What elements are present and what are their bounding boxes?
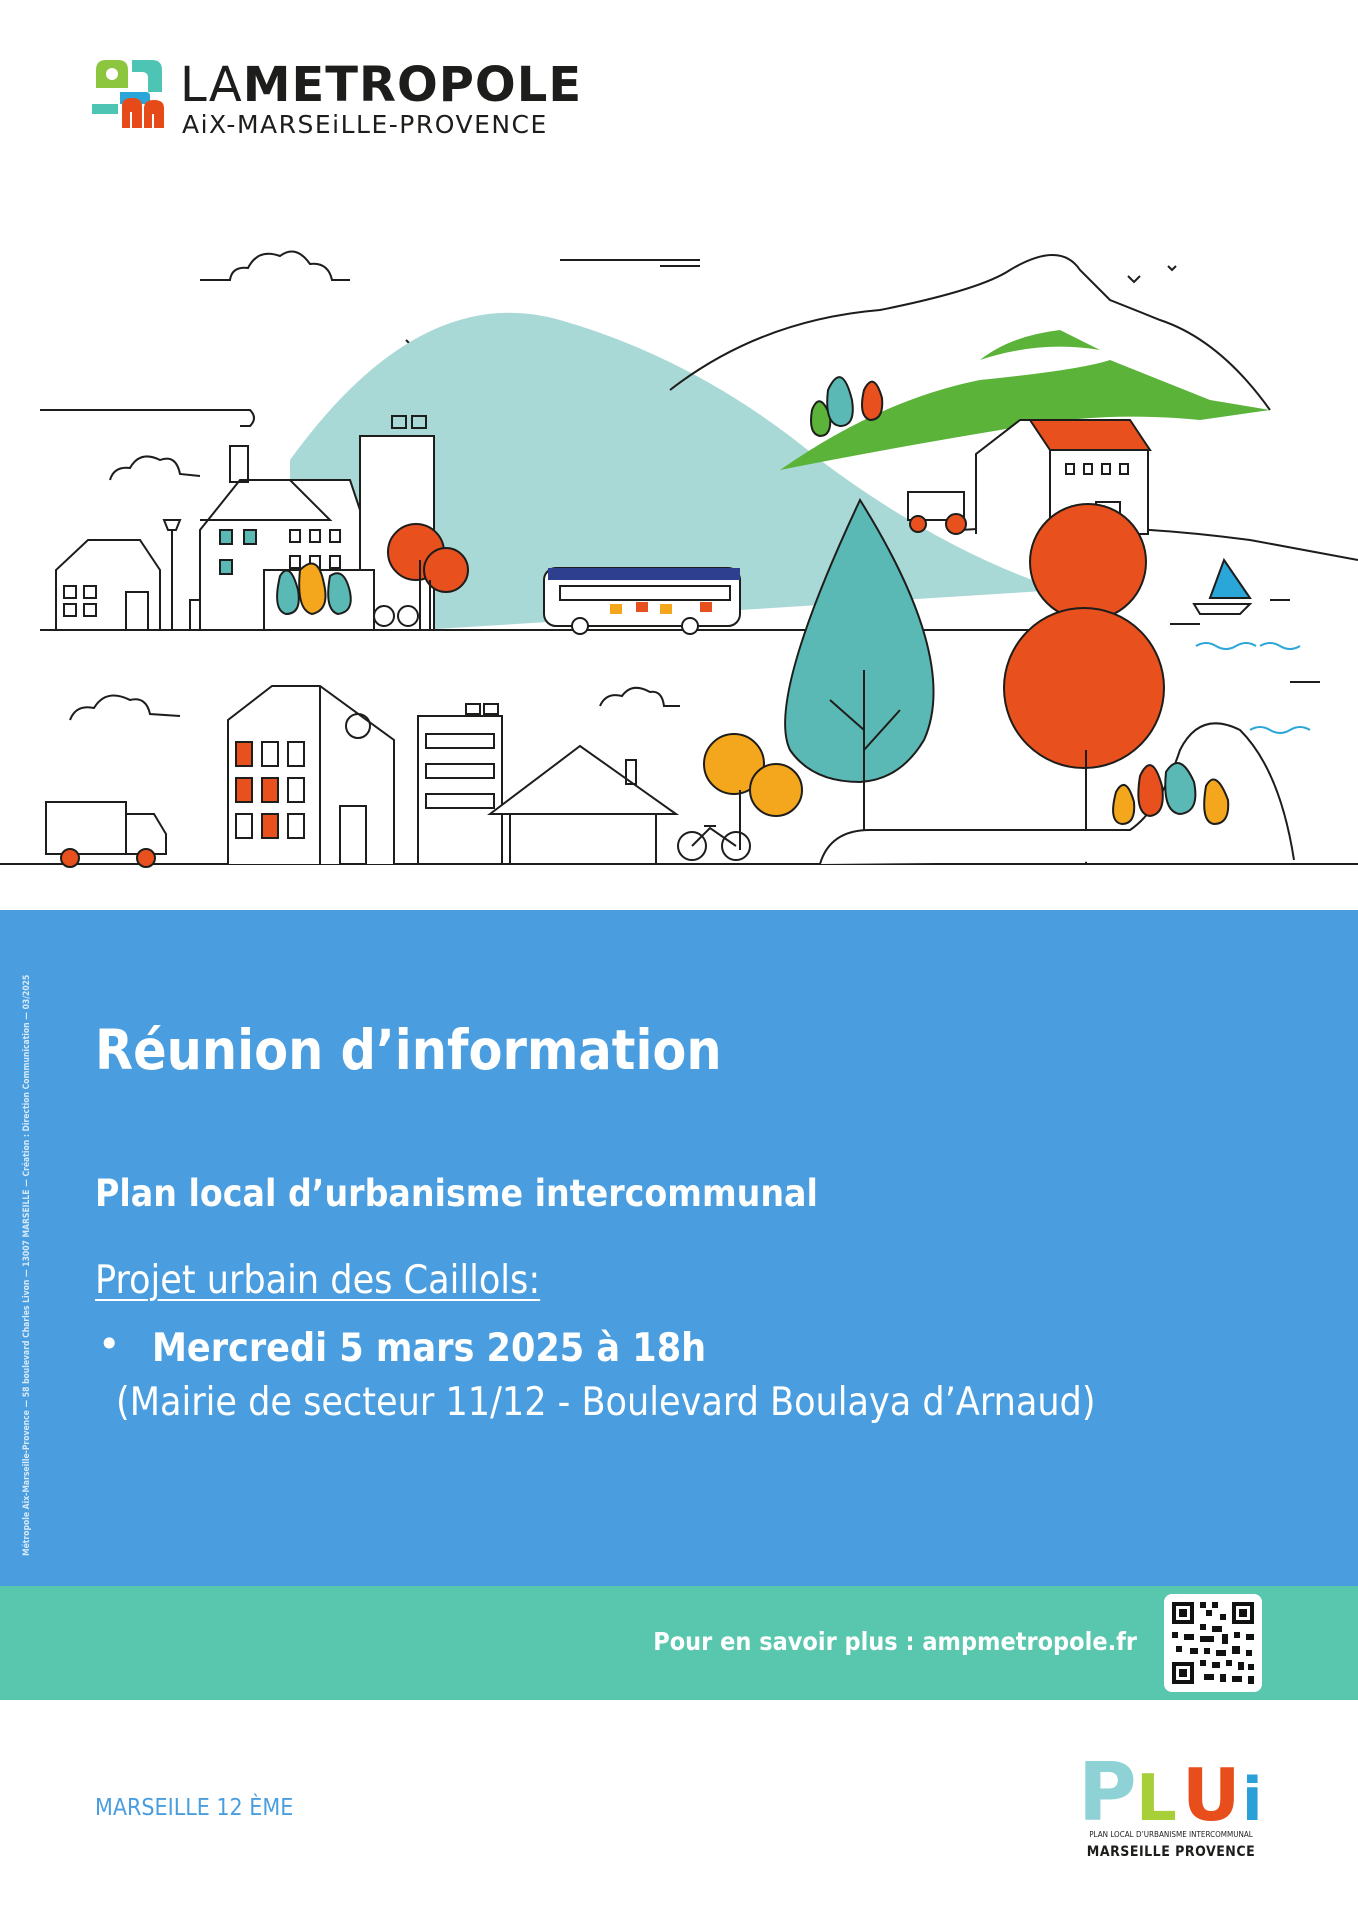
bus-icon [544, 568, 740, 634]
publisher-credit: Métropole Aix-Marseille-Provence — 58 boulevard Charles Livon — 13007 MARSEILLE — Création : Direction Communication — 03/2025 [22, 974, 32, 1556]
plui-letters-icon [1070, 1748, 1270, 1828]
project-heading: Projet urbain des Caillols: [95, 1258, 541, 1303]
delivery-truck-icon [46, 802, 166, 867]
sailboat-icon [1194, 560, 1250, 614]
district-label: MARSEILLE 12 ÈME [95, 1795, 294, 1821]
plui-letter-p: P [1078, 1748, 1137, 1828]
meeting-date: Mercredi 5 mars 2025 à 18h [152, 1326, 707, 1371]
meeting-place: (Mairie de secteur 11/12 - Boulevard Boulaya d’Arnaud) [116, 1380, 1096, 1425]
plan-subtitle: Plan local d’urbanisme intercommunal [95, 1172, 818, 1215]
plui-letter-u: U [1182, 1753, 1241, 1828]
plui-letter-i: i [1242, 1765, 1263, 1828]
plui-territory: MARSEILLE PROVENCE [1086, 1844, 1256, 1860]
metropole-logo [92, 58, 612, 148]
plui-letter-l: L [1136, 1762, 1177, 1828]
bullet-icon: • [98, 1322, 121, 1366]
logo-subtitle: AiX-MARSEiLLE-PROVENCE [182, 110, 548, 139]
more-info-link[interactable]: Pour en savoir plus : ampmetropole.fr [653, 1627, 1137, 1656]
info-panel [0, 910, 1358, 1586]
city-landscape-illustration [0, 230, 1358, 870]
qr-code-icon[interactable] [1164, 1594, 1262, 1692]
tractor-icon [908, 492, 966, 534]
metropole-logo-mark-icon [92, 58, 172, 138]
page-title: Réunion d’information [95, 1018, 722, 1082]
plui-label: PLAN LOCAL D’URBANISME INTERCOMMUNAL [1089, 1830, 1253, 1839]
logo-title: LAMETROPOLE [180, 57, 583, 113]
plui-logo [1070, 1748, 1270, 1868]
